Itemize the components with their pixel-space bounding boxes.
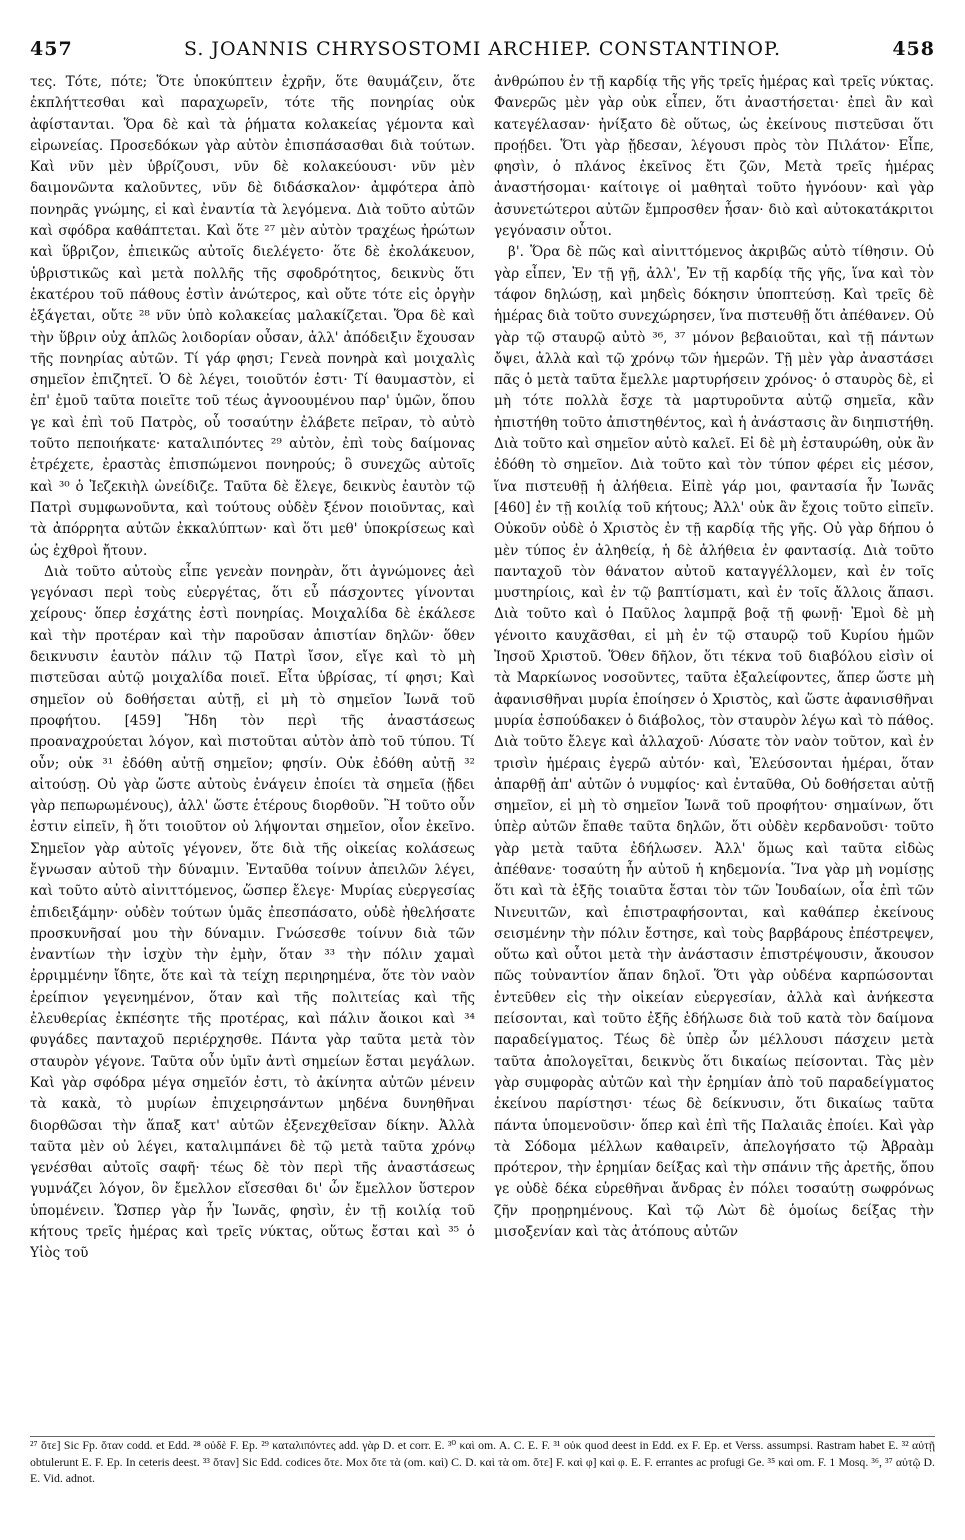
- footnotes: ²⁷ ὅτε] Sic Fp. ὅταν codd. et Edd. ²⁸ οὐδὲ F. Ep. ²⁹ καταλιπόντες add. γὰρ D. et corr. E. ³⁰ καὶ om. A. C. E. F. ³¹ οὐκ quod deest in Edd. ex F. Ep. et Verss. assumpsi. Rastram habet E. ³² αὐτῇ obtulerunt E. F. Ep. In ceteris deest. ³³ ὅταν] Sic Edd. codices ὅτε. Mox ὅτε τὰ (om. καὶ) C. D. καὶ τὰ om. ὅτε] F. καὶ φ] καὶ φ. E. F. errantes ac profugi Ge. ³⁵ καὶ om. F. 1 Mosq. ³⁶, ³⁷ αὐτῷ D. E. Vid. adnot.: [30, 1438, 935, 1486]
- right-column: [494, 72, 934, 1424]
- running-title: S. JOANNIS CHRYSOSTOMI ARCHIEP. CONSTANTINOP.: [184, 38, 781, 60]
- left-paragraph-2: Διὰ τοῦτο αὐτοὺς εἶπε γενεὰν πονηρὰν, ὅτι ἀγνώμονες ἀεὶ γεγόνασι περὶ τοὺς εὐεργέτας, ὅτι εὖ πάσχοντες γίνονται χείρους· ὅπερ ἐσχάτης ἐστὶ πονηρίας. Μοιχαλίδα δὲ ἐκάλεσε καὶ τὴν προτέραν καὶ τὴν παροῦσαν ἀπιστίαν δηλῶν· ὅθεν δεικνυσιν ἑαυτὸν πάλιν τῷ Πατρὶ ἴσον, εἴγε καὶ τὸ μὴ πιστεῦσαι αὐτῷ μοιχαλίδα ποιεῖ. Εἶτα ὑβρίσας, τί φησι; Καὶ σημεῖον οὐ δοθήσεται αὐτῇ, εἰ μὴ τὸ σημεῖον Ἰωνᾶ τοῦ προφήτου. [459] Ἤδη τὸν περὶ τῆς ἀναστάσεως προαναχρούεται λόγον, καὶ πιστοῦται αὐτὸν ἀπὸ τοῦ τύπου. Τί οὖν; οὐκ ³¹ ἐδόθη αὐτῇ σημεῖον; φησίν. Οὐκ ἐδόθη αὐτῇ ³² αἰτούσῃ. Οὐ γὰρ ὥστε αὐτοὺς ἐνάγειν ἐποίει τὰ σημεῖα (ᾔδει γὰρ πεπωρωμένους), ἀλλ' ὥστε ἑτέρους διορθοῦν. Ἢ τοῦτο οὖν ἐστιν εἰπεῖν, ἢ ὅτι τοιοῦτον οὐ λήψονται σημεῖον, οἷον ἐκεῖνο. Σημεῖον γὰρ αὐτοῖς γέγονεν, ὅτε διὰ τῆς οἰκείας κολάσεως ἔγνωσαν αὐτοῦ τὴν δύναμιν. Ἐνταῦθα τοίνυν ἀπειλῶν λέγει, καὶ τοῦτο αὐτὸ αἰνιττόμενος, ὥσπερ ἔλεγε· Μυρίας εὐεργεσίας ἐπιδειξάμην· οὐδὲν τούτων ὑμᾶς ἐπεσπάσατο, οὐδὲ ἠθελήσατε προσκυνῆσαί μου τὴν δύναμιν. Γνώσεσθε τοίνυν διὰ τῶν ἐναντίων τὴν ἰσχὺν τὴν ἐμὴν, ὅταν ³³ τὴν πόλιν χαμαὶ ἐρριμμένην ἴδητε, ὅτε καὶ τὰ τείχη περιηρημένα, ὅτε τὸν ναὸν ἐρείπιον γεγενημένον, ὅταν καὶ τῆς πολιτείας καὶ τῆς ἐλευθερίας ἐκπέσητε τῆς προτέρας, καὶ πάλιν ἄοικοι καὶ ³⁴ φυγάδες πανταχοῦ περιέρχησθε. Πάντα γὰρ ταῦτα μετὰ τὸν σταυρὸν γέγονε. Ταῦτα οὖν ὑμῖν ἀντὶ σημείων ἔσται μεγάλων. Καὶ γὰρ σφόδρα μέγα σημεῖόν ἐστι, τὸ ἀκίνητα αὐτῶν μένειν τὰ κακὰ, τὸ μυρίων ἐπιχειρησάντων μηδένα δυνηθῆναι διορθῶσαι τὴν ἅπαξ κατ' αὐτῶν ἐξενεχθεῖσαν δίκην. Ἀλλὰ ταῦτα μὲν οὐ λέγει, καταλιμπάνει δὲ τῷ μετὰ ταῦτα χρόνῳ γενέσθαι αὐτοῖς σαφῆ· τέως δὲ τὸν περὶ τῆς ἀναστάσεως γυμνάζει λόγον, ὃν ἔμελλον εἴσεσθαι δι' ὧν ἔμελλον ὕστερον ὑπομένειν. Ὥσπερ γὰρ ἦν Ἰωνᾶς, φησὶν, ἐν τῇ κοιλίᾳ τοῦ κήτους τρεῖς ἡμέρας καὶ τρεῖς νύκτας, οὕτως ἔσται καὶ ³⁵ ὁ Υἱὸς τοῦ: [30, 563, 475, 1262]
- page-number-left: 457: [30, 38, 73, 60]
- left-column: [30, 72, 475, 1424]
- right-paragraph-1: ἀνθρώπου ἐν τῇ καρδίᾳ τῆς γῆς τρεῖς ἡμέρας καὶ τρεῖς νύκτας. Φανερῶς μὲν γὰρ οὐκ εἶπεν, ὅτι ἀναστήσεται· ἐπεὶ ἂν καὶ κατεγέλασαν· ἠνίξατο δὲ οὕτως, ὡς ἐκείνους πιστεῦσαι ὅτι προῄδει. Ὅτι γὰρ ᾔδεσαν, λέγουσι πρὸς τὸν Πιλάτον· Εἶπε, φησὶν, ὁ πλάνος ἐκεῖνος ἔτι ζῶν, Μετὰ τρεῖς ἡμέρας ἀναστήσομαι· καίτοιγε οἱ μαθηταὶ τοῦτο ἠγνόουν· καὶ γὰρ ἀσυνετώτεροι αὐτῶν ἔμπροσθεν ἦσαν· διὸ καὶ αὐτοκατάκριτοι γεγόνασιν οὗτοι.: [494, 74, 934, 240]
- page-header: [30, 38, 935, 64]
- page-number-right: 458: [892, 38, 935, 60]
- left-paragraph-1: τες. Τότε, πότε; Ὅτε ὑποκύπτειν ἐχρῆν, ὅτε θαυμάζειν, ὅτε ἐκπλήττεσθαι καὶ παραχωρεῖν, τότε τῆς πονηρίας οὐκ ἀφίστανται. Ὅρα δὲ καὶ τὰ ῥήματα κολακείας γέμοντα καὶ εἰρωνείας. Προσεδόκων γὰρ αὐτὸν ἐπισπάσασθαι διὰ τούτων. Καὶ νῦν μὲν ὑβρίζουσι, νῦν δὲ κολακεύουσι· νῦν μὲν δαιμονῶντα καλοῦντες, νῦν δὲ διδάσκαλον· ἀμφότερα ἀπὸ πονηρᾶς γνώμης, εἰ καὶ ἐναντία τὰ λεγόμενα. Διὰ τοῦτο αὐτῶν καὶ σφόδρα καθάπτεται. Καὶ ὅτε ²⁷ μὲν αὐτὸν τραχέως ἠρώτων καὶ ὕβριζον, ἐπιεικῶς αὐτοῖς διελέγετο· ὅτε δὲ ἐκολάκευον, ὑβριστικῶς καὶ μετὰ πολλῆς τῆς σφοδρότητος, δεικνὺς ὅτι ἑκατέρου τοῦ πάθους ἐστὶν ἀνώτερος, καὶ οὔτε τότε εἰς ὀργὴν ἐξάγεται, οὔτε ²⁸ νῦν ὑπὸ κολακείας μαλακίζεται. Ὅρα δὲ καὶ τὴν ὕβριν οὐχ ἁπλῶς λοιδορίαν οὖσαν, ἀλλ' ἀπόδειξιν ἔχουσαν τῆς πονηρίας αὐτῶν. Τί γάρ φησι; Γενεὰ πονηρὰ καὶ μοιχαλὶς σημεῖον ἐπιζητεῖ. Ὁ δὲ λέγει, τοιοῦτόν ἐστι· Τί θαυμαστὸν, εἰ ἐπ' ἐμοῦ ταῦτα ποιεῖτε τοῦ τέως ἀγνοουμένου παρ' ὑμῶν, ὅπου γε καὶ ἐπὶ τοῦ Πατρὸς, οὗ τοσαύτην ἐλάβετε πεῖραν, τὸ αὐτὸ τοῦτο πεποιήκατε· καταλιπόντες ²⁹ αὐτὸν, ἐπὶ τοὺς δαίμονας ἐτρέχετε, ἐραστὰς ἐπισπώμενοι πονηρούς; ὃ συνεχῶς αὐτοῖς καὶ ³⁰ ὁ Ἰεζεκιὴλ ὠνείδιζε. Ταῦτα δὲ ἔλεγε, δεικνὺς ἑαυτὸν τῷ Πατρὶ συμφωνοῦντα, καὶ τούτους οὐδὲν ξένον ποιοῦντας, καὶ τὰ ἀπόρρητα αὐτῶν ἐκκαλύπτων· καὶ ὅτι μεθ' ὑποκρίσεως καὶ ὡς ἐχθροὶ ἤτουν.: [30, 74, 475, 559]
- right-paragraph-2: β'. Ὅρα δὲ πῶς καὶ αἰνιττόμενος ἀκριβῶς αὐτὸ τίθησιν. Οὐ γὰρ εἶπεν, Ἐν τῇ γῇ, ἀλλ', Ἐν τῇ καρδίᾳ τῆς γῆς, ἵνα καὶ τὸν τάφον δηλώσῃ, καὶ μηδεὶς δόκησιν ὑποπτεύσῃ. Καὶ τρεῖς δὲ ἡμέρας διὰ τοῦτο συνεχώρησεν, ἵνα πιστευθῇ ὅτι ἀπέθανεν. Οὐ γὰρ τῷ σταυρῷ αὐτὸ ³⁶, ³⁷ μόνον βεβαιοῦται, καὶ τῇ πάντων ὄψει, ἀλλὰ καὶ τῷ χρόνῳ τῶν ἡμερῶν. Τῇ μὲν γὰρ ἀναστάσει πᾶς ὁ μετὰ ταῦτα ἔμελλε μαρτυρήσειν χρόνος· ὁ σταυρὸς δὲ, εἰ μὴ τότε πολλὰ ἔσχε τὰ μαρτυροῦντα αὐτῷ σημεῖα, κἂν ἠπιστήθη τοῦτο ἀπιστηθέντος, καὶ ἡ ἀνάστασις ἂν διηπιστήθη. Διὰ τοῦτο καὶ σημεῖον αὐτὸ καλεῖ. Εἰ δὲ μὴ ἐσταυρώθη, οὐκ ἂν ἐδόθη τὸ σημεῖον. Διὰ τοῦτο καὶ τὸν τύπον φέρει εἰς μέσον, ἵνα πιστευθῇ ἡ ἀλήθεια. Εἰπὲ γάρ μοι, φαντασία ἦν Ἰωνᾶς [460] ἐν τῇ κοιλίᾳ τοῦ κήτους; Ἀλλ' οὐκ ἂν ἔχοις τοῦτο εἰπεῖν. Οὐκοῦν οὐδὲ ὁ Χριστὸς ἐν τῇ καρδίᾳ τῆς γῆς. Οὐ γὰρ δήπου ὁ μὲν τύπος ἐν ἀληθείᾳ, ἡ δὲ ἀλήθεια ἐν φαντασίᾳ. Διὰ τοῦτο πανταχοῦ τὸν θάνατον αὐτοῦ καταγγέλλομεν, καὶ ἐν τοῖς μυστηρίοις, καὶ ἐν τῷ βαπτίσματι, καὶ ἐν τοῖς ἄλλοις ἅπασι. Διὰ τοῦτο καὶ ὁ Παῦλος λαμπρᾷ βοᾷ τῇ φωνῇ· Ἐμοὶ δὲ μὴ γένοιτο καυχᾶσθαι, εἰ μὴ ἐν τῷ σταυρῷ τοῦ Κυρίου ἡμῶν Ἰησοῦ Χριστοῦ. Ὅθεν δῆλον, ὅτι τέκνα τοῦ διαβόλου εἰσὶν οἱ τὰ Μαρκίωνος νοσοῦντες, ταῦτα ἐξαλείφοντες, ἅπερ ὥστε μὴ ἀφανισθῆναι μυρία ἐποίησεν ὁ Χριστὸς, καὶ ὥστε ἀφανισθῆναι μυρία ἐσπούδακεν ὁ διάβολος, τὸν σταυρὸν λέγω καὶ τὸ πάθος. Διὰ τοῦτο ἔλεγε καὶ ἀλλαχοῦ· Λύσατε τὸν ναὸν τοῦτον, καὶ ἐν τρισὶν ἡμέραις ἐγερῶ αὐτόν· καὶ, Ἐλεύσονται ἡμέραι, ὅταν ἀπαρθῇ ἀπ' αὐτῶν ὁ νυμφίος· καὶ ἐνταῦθα, Οὐ δοθήσεται αὐτῇ σημεῖον, εἰ μὴ τὸ σημεῖον Ἰωνᾶ τοῦ προφήτου· σημαίνων, ὅτι ὑπὲρ αὐτῶν ἔπαθε ταῦτα δηλῶν, ὅτι οὐδὲν κερδανοῦσι· τοῦτο γὰρ μετὰ ταῦτα ἐδήλωσεν. Ἀλλ' ὅμως καὶ ταῦτα εἰδὼς ἀπέθανε· τοσαύτη ἦν αὐτοῦ ἡ κηδεμονία. Ἵνα γὰρ μὴ νομίσῃς ὅτι καὶ τὰ ἑξῆς τοιαῦτα ἔσται τὸν τῶν Ἰουδαίων, οἷα ἐπὶ τῶν Νινευιτῶν, καὶ ἐπιστραφήσονται, καὶ καθάπερ ἐκείνους σεισμένην τὴν πόλιν ἔστησε, καὶ τοὺς βαρβάρους ἐπέστρεψεν, οὕτω καὶ οὗτοι μετὰ τὴν ἀνάστασιν ἐπιστρέψουσιν, ἄκουσον πῶς τοὐναντίον ἅπαν δηλοῖ. Ὅτι γὰρ οὐδένα καρπώσονται ἐντεῦθεν εἰς τὴν οἰκείαν εὐεργεσίαν, ἀλλὰ καὶ ἀνήκεστα πείσονται, καὶ τοῦτο ἐξῆς ἐδήλωσε διὰ τοῦ κατὰ τὸν δαίμονα παραδείγματος. Τέως δὲ ὑπὲρ ὧν μέλλουσι πάσχειν μετὰ ταῦτα ἀπολογεῖται, δεικνὺς ὅτι δικαίως πείσονται. Τὰς μὲν γὰρ συμφορὰς αὐτῶν καὶ τὴν ἐρημίαν ἀπὸ τοῦ παραδείγματος ἐκείνου παρίστησι· τέως δὲ δείκνυσιν, ὅτι δικαίως ταῦτα πάντα ὑπομενοῦσιν· ὅπερ καὶ ἐπὶ τῆς Παλαιᾶς ἐποίει. Καὶ γὰρ τὰ Σόδομα μέλλων καθαιρεῖν, ἀπελογήσατο τῷ Ἀβραὰμ πρότερον, τὴν ἐρημίαν δείξας καὶ τὴν σπάνιν τῆς ἀρετῆς, ὅπου γε οὐδὲ δέκα εὑρεθῆναι ἄνδρας ἐν πόλει τοσαύτῃ σωφρόνως ζῆν προῃρημένους. Καὶ τῷ Λὼτ δὲ ὁμοίως δείξας τὴν μισοξενίαν καὶ τὰς ἀτόπους αὐτῶν: [494, 244, 934, 1241]
